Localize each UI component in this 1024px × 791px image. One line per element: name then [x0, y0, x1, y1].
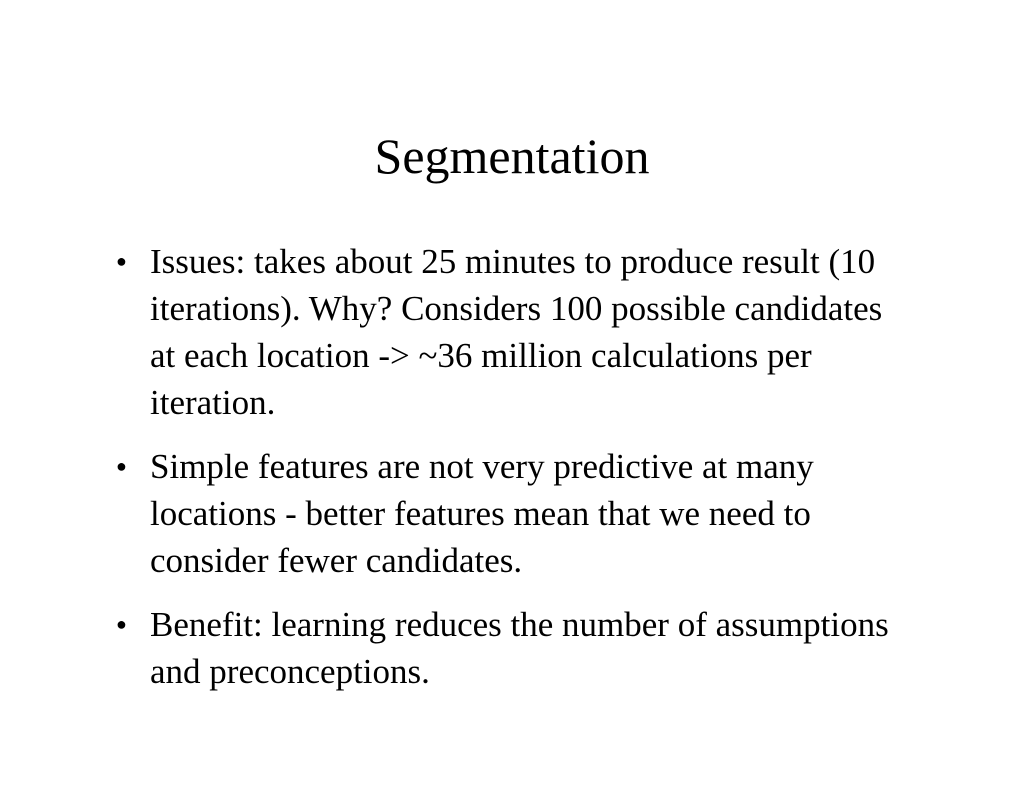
bullet-dot-icon: ● [116, 456, 127, 476]
bullet-item [116, 238, 916, 426]
bullet-text: Issues: takes about 25 minutes to produce result (10 iterations). Why? Considers 100 possible candidates at each location -> ~36 million calculations per iteration. [150, 242, 883, 422]
bullet-text: Benefit: learning reduces the number of assumptions and preconceptions. [150, 605, 889, 691]
bullet-list [116, 238, 916, 712]
bullet-text: Simple features are not very predictive at many locations - better features mean that we need to consider fewer candidates. [150, 447, 814, 580]
bullet-item [116, 443, 916, 584]
bullet-dot-icon: ● [116, 614, 127, 634]
slide-title: Segmentation [374, 128, 650, 184]
bullet-dot-icon: ● [116, 251, 127, 271]
bullet-item [116, 601, 916, 695]
